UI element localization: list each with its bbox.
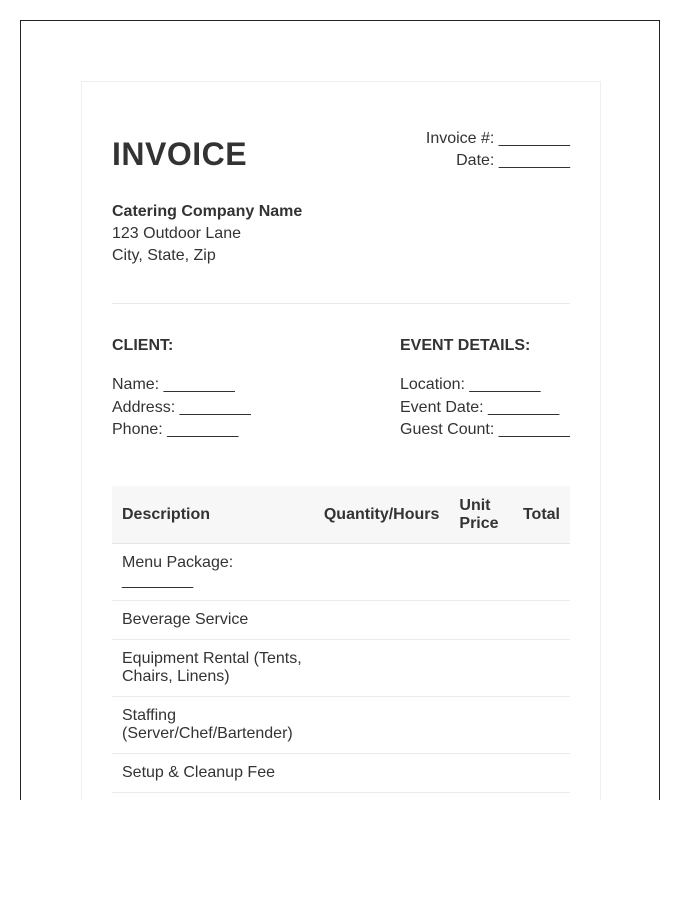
row-description: Menu Package: ________ [112,544,314,601]
invoice-title: INVOICE [112,136,248,172]
column-header-quantity: Quantity/Hours [314,486,450,544]
client-heading: CLIENT: [112,337,174,354]
row-description: Setup & Cleanup Fee [112,754,314,793]
row-quantity [314,640,450,697]
event-heading: EVENT DETAILS: [400,337,531,354]
table-row [112,697,570,754]
invoice-number-field: Invoice #: ________ [425,130,570,147]
client-section [112,336,251,442]
company-address: 123 Outdoor Lane [112,225,241,242]
row-description: Staffing (Server/Chef/Bartender) [112,697,314,754]
row-total [513,754,570,793]
client-address-field: Address: ________ [112,398,251,416]
table-header-row [112,486,570,544]
row-unit-price [449,754,513,793]
event-section [400,336,570,442]
column-header-total: Total [513,486,570,544]
column-header-unit-price: Unit Price [449,486,513,544]
event-guest-count-field: Guest Count: ________ [400,421,570,438]
client-name-field: Name: ________ [112,376,235,393]
section-divider [112,303,570,304]
row-unit-price [449,697,513,754]
invoice-page [81,81,601,800]
event-location-field: Location: ________ [400,376,541,393]
row-quantity [314,697,450,754]
column-header-description: Description [112,486,314,544]
row-description: Equipment Rental (Tents, Chairs, Linens) [112,640,314,697]
invoice-date-field: Date: ________ [456,152,570,169]
row-quantity [314,544,450,601]
row-unit-price [449,640,513,697]
document-frame [20,20,660,800]
row-quantity [314,754,450,793]
company-name: Catering Company Name [112,203,303,220]
row-total [513,544,570,601]
company-city: City, State, Zip [112,247,216,264]
row-total [513,640,570,697]
table-row [112,544,570,601]
row-description: Beverage Service [112,601,314,640]
row-total [513,697,570,754]
row-unit-price [449,544,513,601]
client-phone-field: Phone: ________ [112,421,239,438]
table-row [112,754,570,793]
table-row [112,601,570,640]
company-block [112,201,302,267]
line-items-table [112,486,570,793]
row-quantity [314,601,450,640]
invoice-meta [426,128,570,172]
row-total [513,601,570,640]
table-row [112,640,570,697]
row-unit-price [449,601,513,640]
event-date-field: Event Date: ________ [400,398,560,416]
